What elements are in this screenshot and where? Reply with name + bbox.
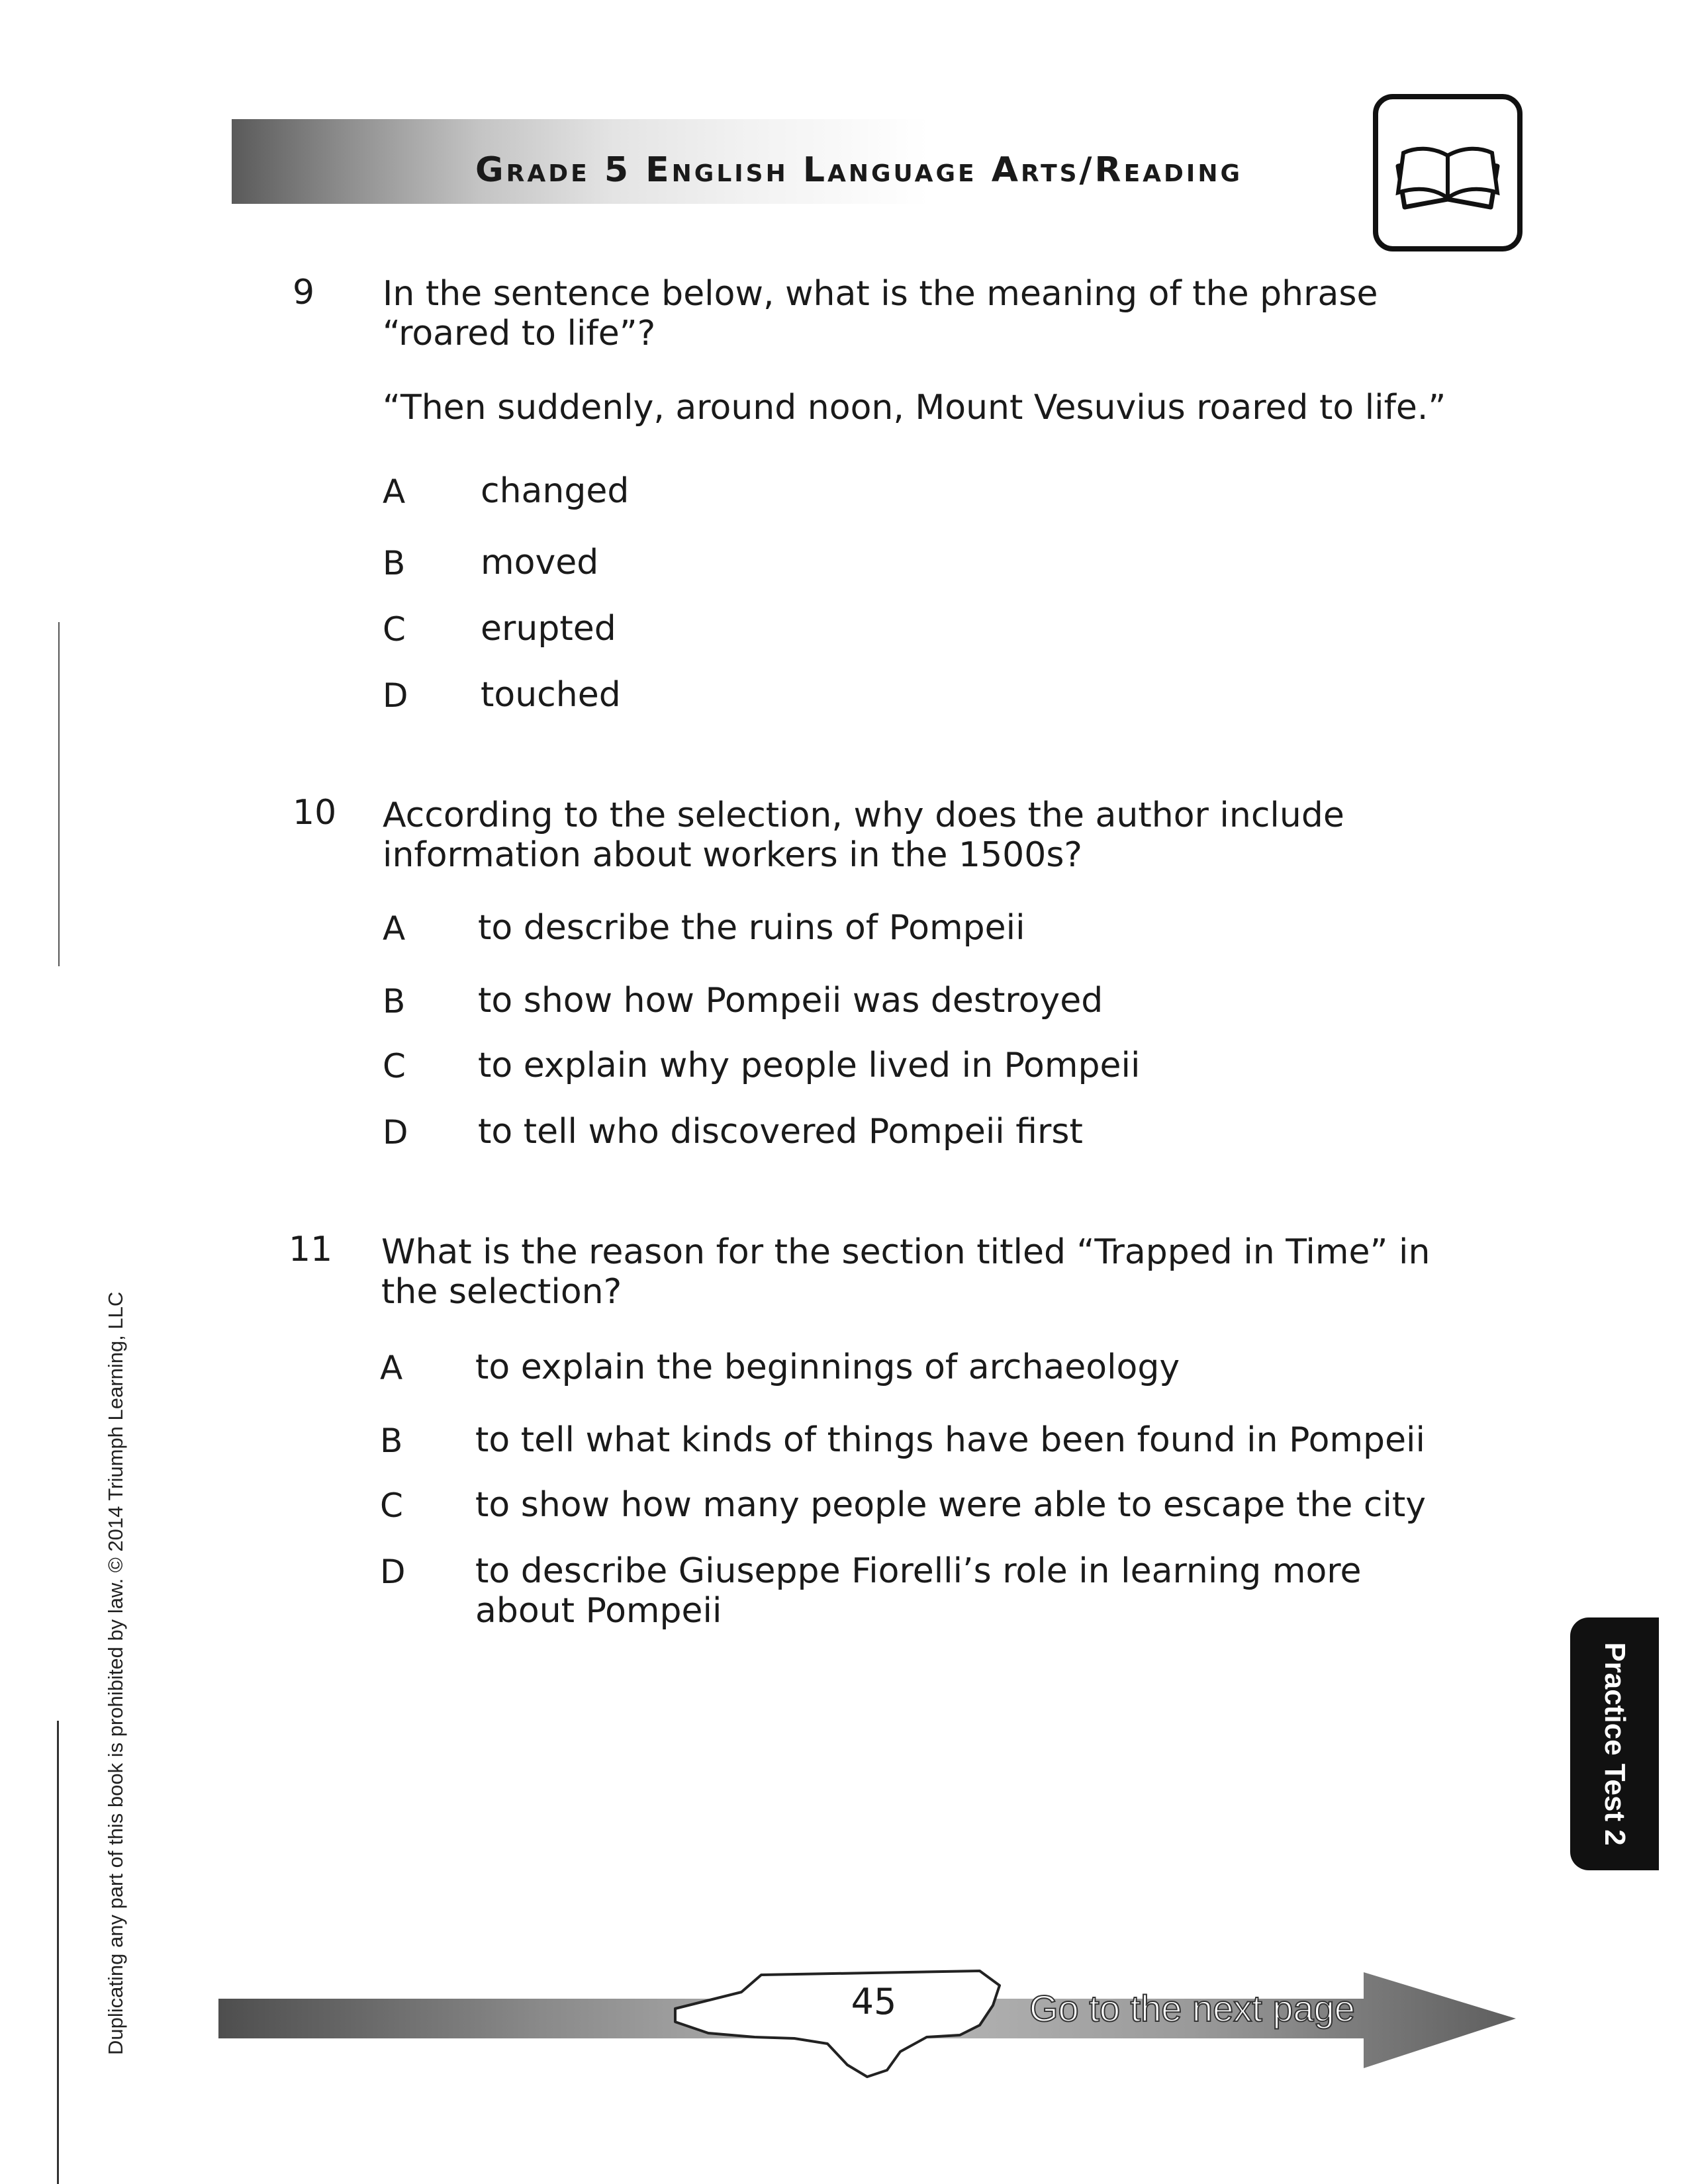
option-letter: A xyxy=(380,1349,403,1387)
question-text: According to the selection, why does the author include information about workers in the 1500s? xyxy=(383,796,1344,875)
option-text: moved xyxy=(481,543,599,582)
option-text: to tell what kinds of things have been found in Pompeii xyxy=(475,1420,1425,1460)
option-text: to explain the beginnings of archaeology xyxy=(475,1347,1180,1387)
option-letter: A xyxy=(383,473,406,511)
margin-rule xyxy=(57,1721,59,2184)
option-text: to show how many people were able to escape the city xyxy=(475,1485,1427,1525)
practice-test-tab-label: Practice Test 2 xyxy=(1599,1642,1631,1846)
option-letter: C xyxy=(380,1486,403,1525)
next-page-label: Go to the next page xyxy=(1029,1987,1355,2029)
page-number: 45 xyxy=(851,1981,897,2023)
option-text: to explain why people lived in Pompeii xyxy=(478,1046,1141,1085)
copyright-note: Duplicating any part of this book is prohibited by law. © 2014 Triumph Learning, LLC xyxy=(104,1291,127,2055)
option-letter: A xyxy=(383,909,406,948)
option-letter: C xyxy=(383,610,406,649)
option-text: to describe the ruins of Pompeii xyxy=(478,908,1025,948)
option-letter: B xyxy=(380,1422,403,1460)
question-number: 9 xyxy=(293,273,315,312)
question-number: 11 xyxy=(289,1230,333,1269)
option-letter: C xyxy=(383,1047,406,1085)
page-title: Grade 5 English Language Arts/Reading xyxy=(475,150,1243,190)
option-text: to describe Giuseppe Fiorelli’s role in learning more about Pompeii xyxy=(475,1551,1362,1631)
option-text: to show how Pompeii was destroyed xyxy=(478,981,1103,1021)
question-text: In the sentence below, what is the meaning of the phrase “roared to life”? xyxy=(383,274,1378,353)
option-text: to tell who discovered Pompeii first xyxy=(478,1112,1083,1152)
option-letter: B xyxy=(383,544,406,582)
option-letter: B xyxy=(383,982,406,1021)
option-text: touched xyxy=(481,675,621,715)
option-letter: D xyxy=(380,1553,406,1591)
option-text: changed xyxy=(481,471,630,511)
option-letter: D xyxy=(383,676,408,715)
margin-rule xyxy=(58,622,60,966)
book-icon xyxy=(1373,94,1523,251)
question-number: 10 xyxy=(293,793,337,833)
question-text: What is the reason for the section titled “Trapped in Time” in the selection? xyxy=(381,1232,1430,1312)
question-quote: “Then suddenly, around noon, Mount Vesuvius roared to life.” xyxy=(383,388,1446,428)
option-text: erupted xyxy=(481,609,616,649)
option-letter: D xyxy=(383,1113,408,1152)
